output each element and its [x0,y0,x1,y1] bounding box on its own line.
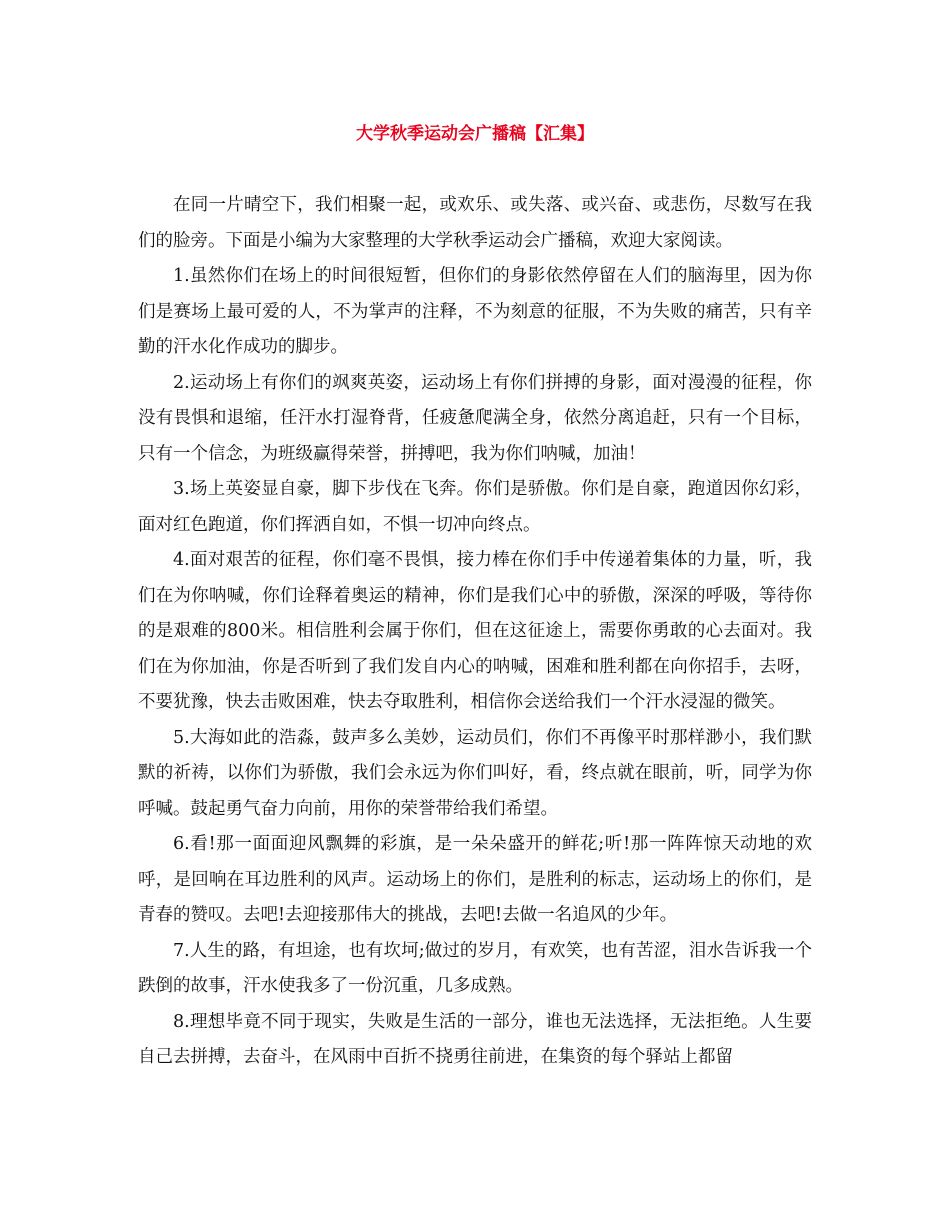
paragraph-1: 1.虽然你们在场上的时间很短暂，但你们的身影依然停留在人们的脑海里，因为你们是赛场上最可爱的人，不为掌声的注释，不为刻意的征服，不为失败的痛苦，只有辛勤的汗水化作成功的脚步。 [138,266,812,357]
paragraph-4: 4.面对艰苦的征程，你们毫不畏惧，接力棒在你们手中传递着集体的力量，听，我们在为你呐喊，你们诠释着奥运的精神，你们是我们心中的骄傲，深深的呼吸，等待你的是艰难的800米。相信胜利会属于你们，但在这征途上，需要你勇敢的心去面对。我们在为你加油，你是否听到了我们发自内心的呐喊，困难和胜利都在向你招手，去呀，不要犹豫，快去击败困难，快去夺取胜利，相信你会送给我们一个汗水浸湿的微笑。 [138,550,812,712]
paragraph-intro: 在同一片晴空下，我们相聚一起，或欢乐、或失落、或兴奋、或悲伤，尽数写在我们的脸旁。下面是小编为大家整理的大学秋季运动会广播稿，欢迎大家阅读。 [138,195,812,251]
document-body [138,188,812,1076]
paragraph-2: 2.运动场上有你们的飒爽英姿，运动场上有你们拼搏的身影，面对漫漫的征程，你没有畏惧和退缩，任汗水打湿脊背，任疲惫爬满全身，依然分离追赶，只有一个目标，只有一个信念，为班级赢得荣誉，拼搏吧，我为你们呐喊，加油！ [138,372,812,464]
paragraph-7: 7.人生的路，有坦途，也有坎坷;做过的岁月，有欢笑，也有苦涩，泪水告诉我一个跌倒的故事，汗水使我多了一份沉重，几多成熟。 [138,940,812,996]
paragraph-3: 3.场上英姿显自豪，脚下步伐在飞奔。你们是骄傲。你们是自豪，跑道因你幻彩，面对红色跑道，你们挥洒自如，不惧一切冲向终点。 [138,479,812,535]
paragraph-5: 5.大海如此的浩淼，鼓声多么美妙，运动员们，你们不再像平时那样渺小，我们默默的祈祷，以你们为骄傲，我们会永远为你们叫好，看，终点就在眼前，听，同学为你呼喊。鼓起勇气奋力向前，用你的荣誉带给我们希望。 [138,727,812,819]
document-title: 大学秋季运动会广播稿【汇集】 [356,124,594,144]
paragraph-6: 6.看!那一面面迎风飘舞的彩旗，是一朵朵盛开的鲜花;听!那一阵阵惊天动地的欢呼，是回响在耳边胜利的风声。运动场上的你们，是胜利的标志，运动场上的你们，是青春的赞叹。去吧!去迎接那伟大的挑战，去吧!去做一名追风的少年。 [138,834,812,925]
paragraph-8: 8.理想毕竟不同于现实，失败是生活的一部分，谁也无法选择，无法拒绝。人生要自己去拼搏，去奋斗，在风雨中百折不挠勇往前进，在集资的每个驿站上都留 [138,1011,812,1067]
